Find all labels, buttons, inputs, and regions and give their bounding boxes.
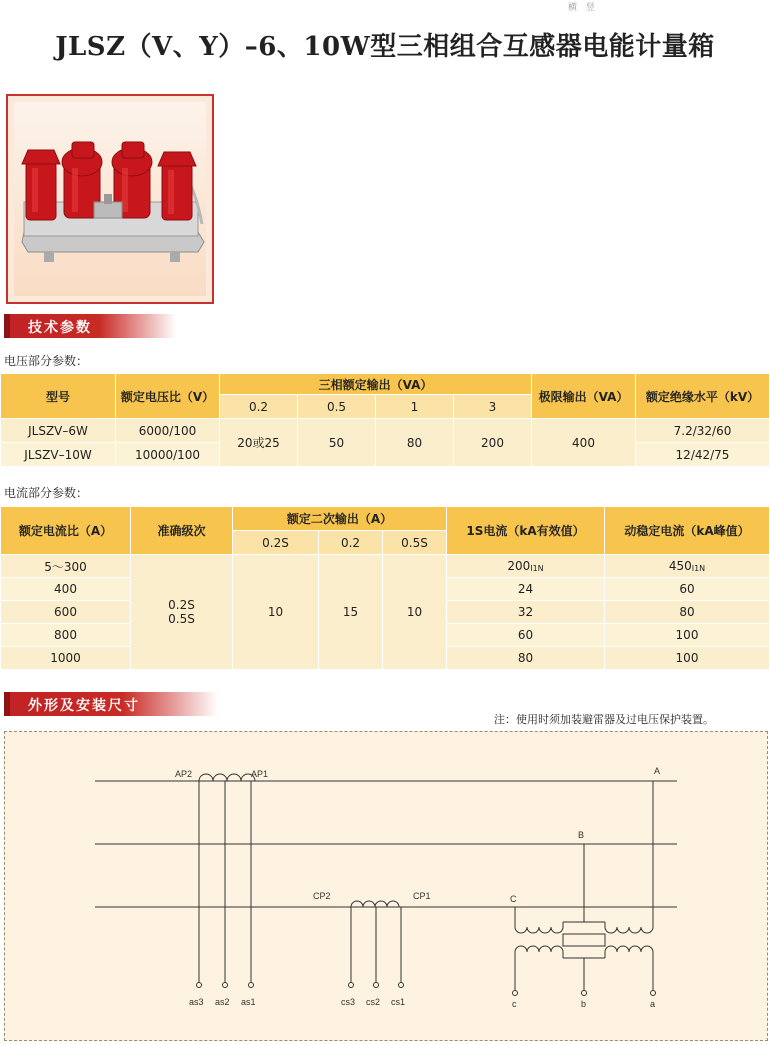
dynamic-current-cell: 100 [605, 624, 770, 647]
secondary-class: 0.2S [233, 531, 319, 555]
current-ratio-cell: 400 [1, 578, 131, 601]
label-as3: as3 [189, 997, 204, 1007]
header-limit-output: 极限输出（VA） [532, 374, 636, 419]
current-ratio-cell: 1000 [1, 647, 131, 670]
short-current-cell: 24 [447, 578, 605, 601]
secondary-class: 0.2 [319, 531, 383, 555]
limit-output-cell: 400 [532, 419, 636, 467]
label-phase-b: B [578, 830, 585, 840]
current-ratio-cell: 5～300 [1, 555, 131, 578]
ratio-cell: 10000/100 [116, 443, 220, 467]
voltage-section-label: 电压部分参数： [4, 354, 89, 368]
header-model: 型号 [1, 374, 116, 419]
output-class: 1 [376, 395, 454, 419]
short-current-cell: 32 [447, 601, 605, 624]
dynamic-current-cell: 100 [605, 647, 770, 670]
label-ap2: AP2 [175, 769, 193, 779]
label-as2: as2 [215, 997, 230, 1007]
secondary-class: 0.5S [383, 531, 447, 555]
wiring-diagram-svg [5, 732, 769, 1042]
insulation-cell: 7.2/32/60 [636, 419, 770, 443]
output-cell: 80 [376, 419, 454, 467]
output-cell: 50 [298, 419, 376, 467]
wiring-diagram [4, 731, 768, 1041]
label-phase-a: A [654, 766, 661, 776]
output-cell: 20或25 [220, 419, 298, 467]
dynamic-current-cell: 60 [605, 578, 770, 601]
header-dynamic-current: 动稳定电流（kA峰值） [605, 507, 770, 555]
current-ratio-cell: 600 [1, 601, 131, 624]
short-current-cell: 80 [447, 647, 605, 670]
transformer-image [14, 102, 210, 300]
output-class: 0.5 [298, 395, 376, 419]
dynamic-current-cell: 80 [605, 601, 770, 624]
current-section-label: 电流部分参数： [4, 486, 89, 500]
ratio-cell: 6000/100 [116, 419, 220, 443]
accuracy-value: 0.5S [168, 612, 195, 626]
section-header-dimensions [4, 692, 218, 716]
current-ratio-cell: 800 [1, 624, 131, 647]
label-b: b [581, 999, 587, 1009]
section-title: 外形及安装尺寸 [28, 698, 140, 714]
output-cell: 200 [454, 419, 532, 467]
label-cp2: CP2 [313, 891, 331, 901]
header-voltage-ratio: 额定电压比（V） [116, 374, 220, 419]
model-cell: JLSZV–10W [1, 443, 116, 467]
product-photo [6, 94, 214, 304]
section-header-tech-params [4, 314, 176, 338]
insulation-cell: 12/42/75 [636, 443, 770, 467]
header-insulation-level: 额定绝缘水平（kV） [636, 374, 770, 419]
accuracy-value: 0.2S [168, 598, 195, 612]
output-class: 3 [454, 395, 532, 419]
label-as1: as1 [241, 997, 256, 1007]
secondary-value-cell: 10 [383, 555, 447, 670]
label-phase-c: C [510, 894, 517, 904]
label-a: a [650, 999, 656, 1009]
label-cp1: CP1 [413, 891, 431, 901]
label-c: c [512, 999, 517, 1009]
installation-note: 注：使用时须加装避雷器及过电压保护装置。 [494, 713, 714, 726]
secondary-value-cell: 10 [233, 555, 319, 670]
label-cs3: cs3 [341, 997, 356, 1007]
page-title: JLSZ（V、Y）–6、10W型三相组合互感器电能计量箱 [55, 32, 715, 62]
section-title: 技术参数 [28, 320, 92, 336]
header-secondary-output: 额定二次输出（A） [233, 507, 447, 531]
short-current-cell: $200_{I1N}$ [447, 555, 605, 578]
secondary-value-cell: 15 [319, 555, 383, 670]
short-current-cell: 60 [447, 624, 605, 647]
label-cs2: cs2 [366, 997, 381, 1007]
accuracy-cell [131, 555, 233, 670]
current-params-table [0, 506, 770, 670]
voltage-params-table [0, 373, 770, 467]
label-ap1: AP1 [251, 769, 269, 779]
header-1s-current: 1S电流（kA有效值） [447, 507, 605, 555]
model-cell: JLSZV–6W [1, 419, 116, 443]
top-mark: 横 竖 [568, 3, 598, 13]
dynamic-current-cell: $450_{I1N}$ [605, 555, 770, 578]
label-cs1: cs1 [391, 997, 406, 1007]
header-three-phase-output: 三相额定输出（VA） [220, 374, 532, 395]
header-current-ratio: 额定电流比（A） [1, 507, 131, 555]
output-class: 0.2 [220, 395, 298, 419]
header-accuracy: 准确级次 [131, 507, 233, 555]
